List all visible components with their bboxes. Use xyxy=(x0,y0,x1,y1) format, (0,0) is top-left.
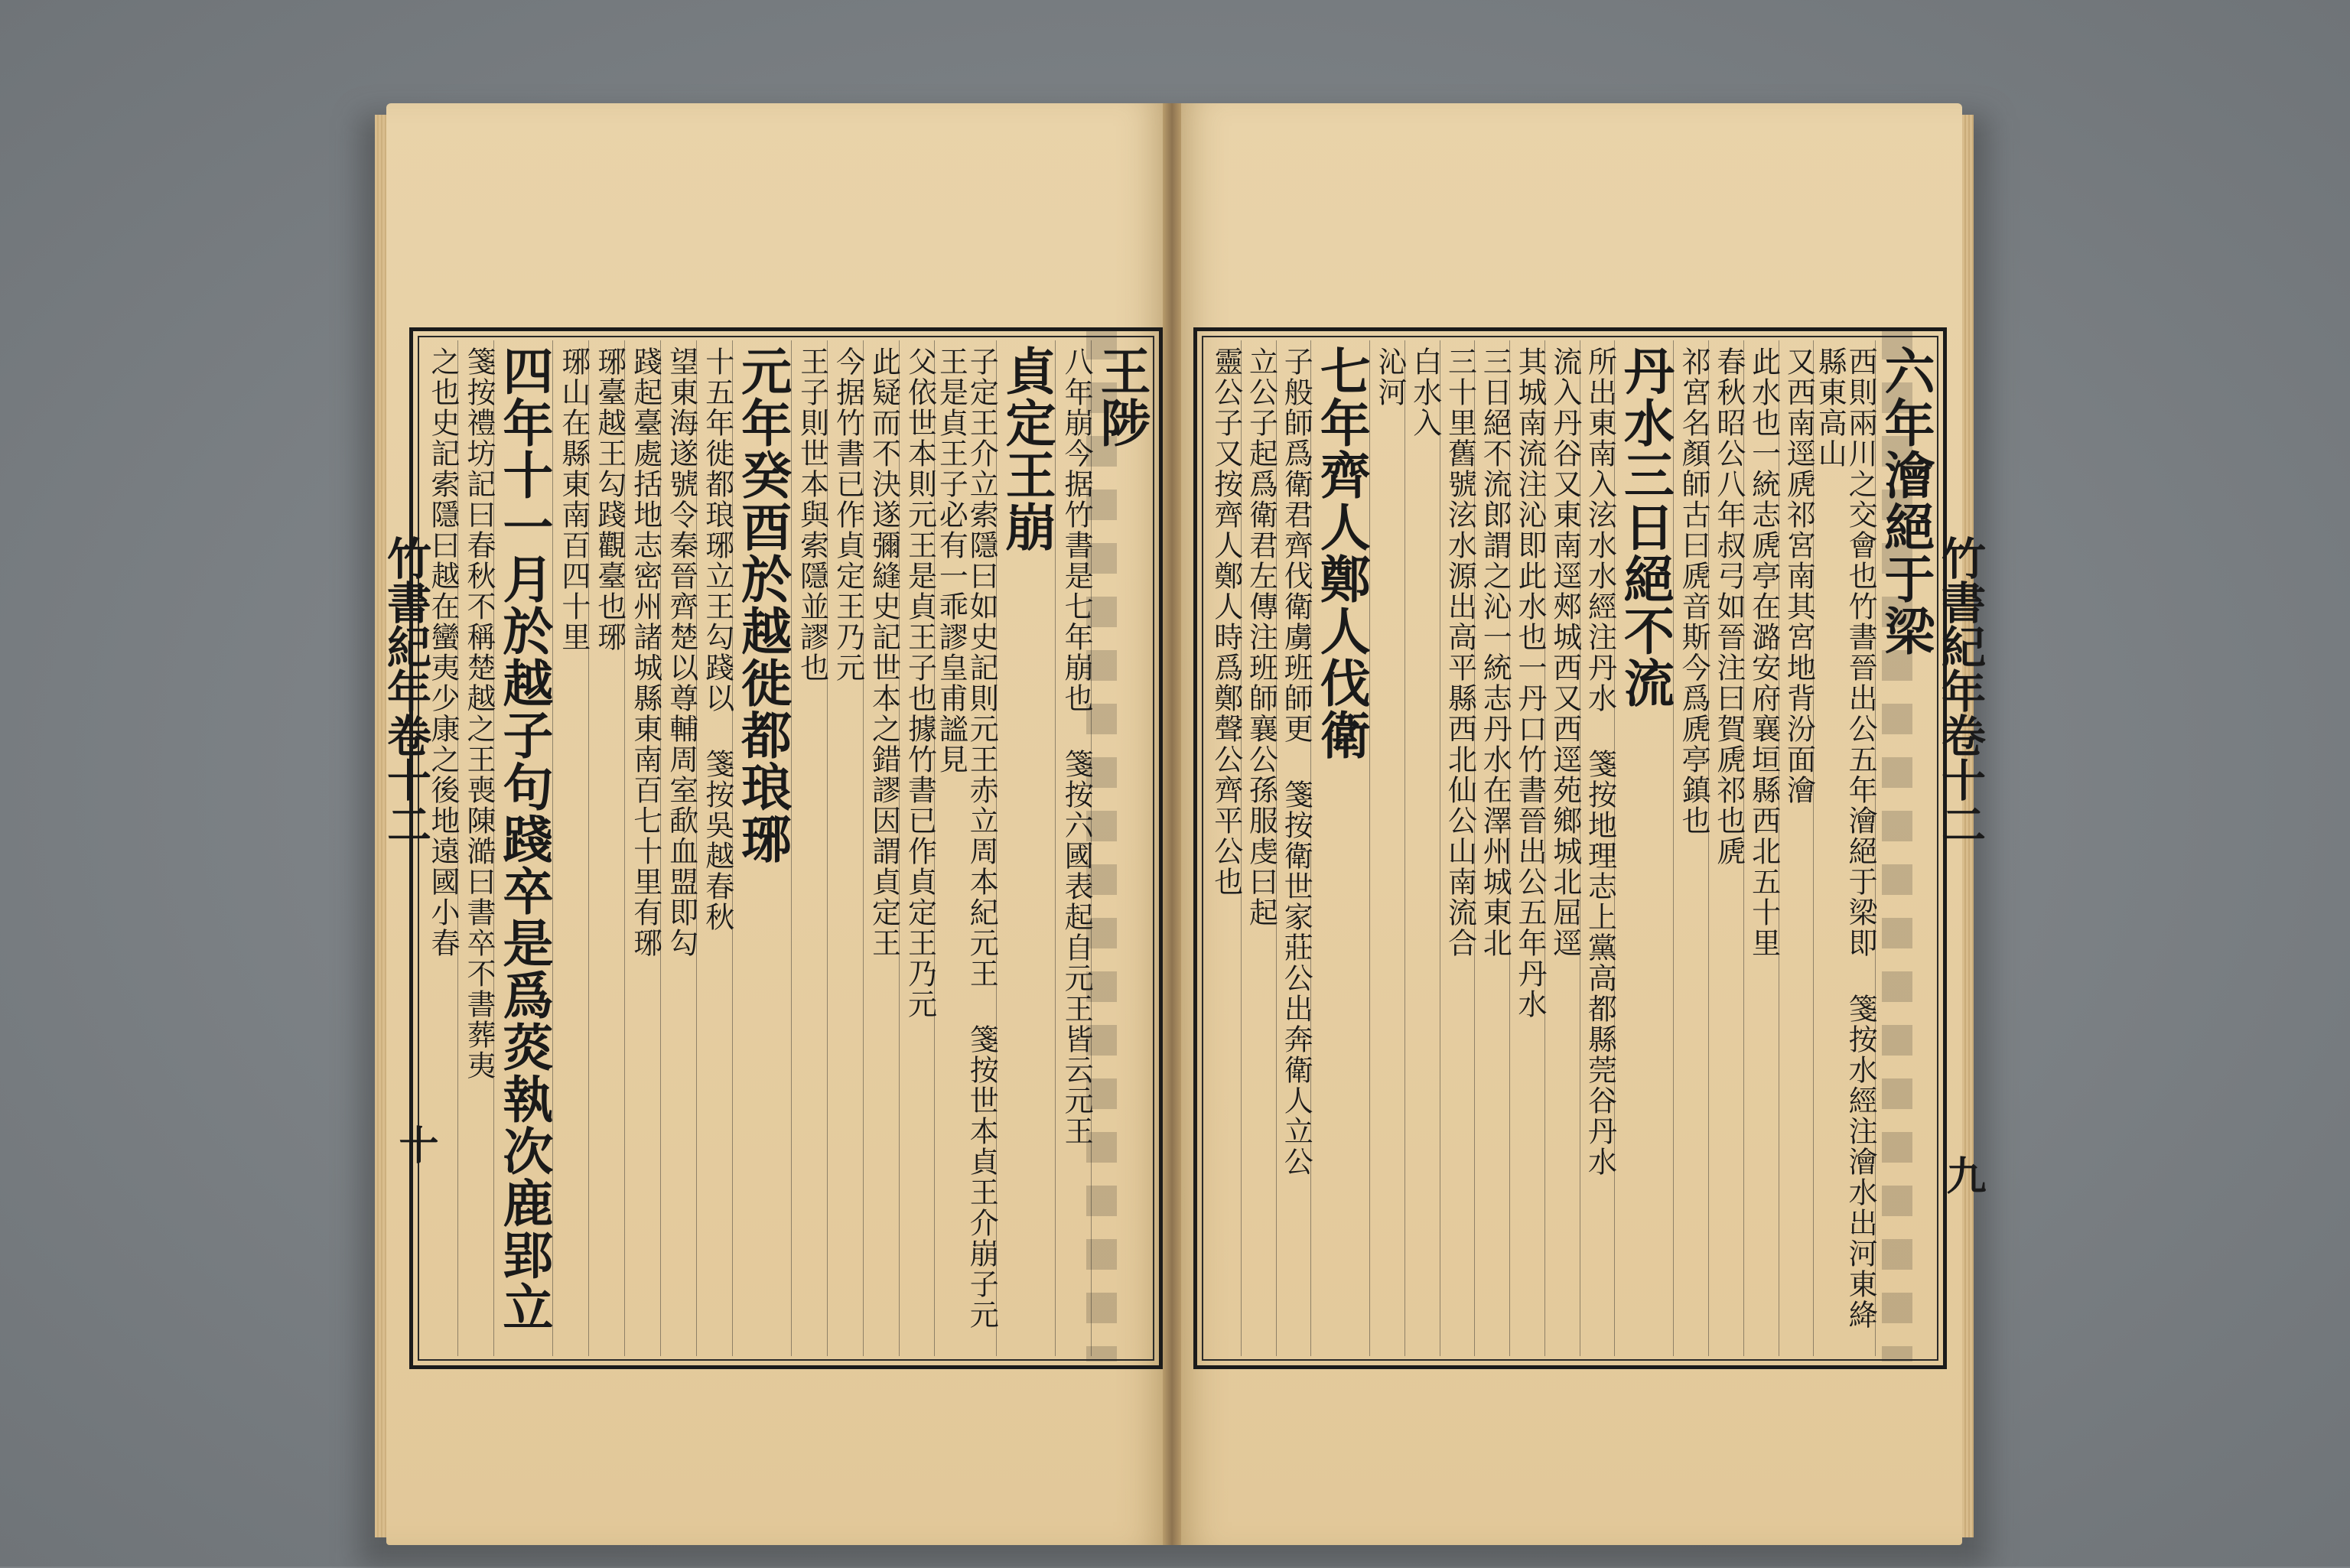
right-columns xyxy=(1206,340,1934,1356)
text-column: 琊臺越王勾踐觀臺也琊 xyxy=(588,340,624,1356)
text-column: 子般師爲衛君齊伐衛虜班師更 箋按衛世家莊公出奔衛人立公 xyxy=(1276,340,1311,1356)
text-column: 之也史記索隱曰越在蠻夷少康之後地遠國小春 xyxy=(426,346,460,958)
right-folio-number: 九 xyxy=(1939,1155,1986,1195)
text-column: 七年齊人鄭人伐衛 xyxy=(1310,340,1369,1356)
text-column: 子定王介立索隱曰如史記則元王赤立周本紀元王 箋按世本貞王介崩子元王是貞王子必有一乖謬皇甫謐見 xyxy=(934,340,996,1356)
book-gutter xyxy=(1163,103,1181,1545)
right-margin-title: 竹書紀年卷十二 xyxy=(1934,535,1986,846)
text-column: 王子則世本與索隱並謬也 xyxy=(791,340,827,1356)
text-column: 立公子起爲衛君左傳注班師襄公孫服虔曰起 xyxy=(1241,340,1276,1356)
text-column: 元年癸酉於越徙都琅琊 xyxy=(732,340,791,1356)
text-column: 又西南逕虒祁宮南其宮地背汾面澮 xyxy=(1779,340,1814,1356)
text-column: 此水也一統志虒亭在潞安府襄垣縣西北五十里 xyxy=(1743,340,1779,1356)
text-column: 三十里舊號泫水源出高平縣西北仙公山南流合 xyxy=(1440,340,1475,1356)
text-column: 王陟 xyxy=(1091,340,1150,1356)
text-column: 四年十一月於越子句踐卒是爲菼執次鹿郢立 xyxy=(493,340,552,1356)
text-column: 今据竹書已作貞定王乃元 xyxy=(827,340,863,1356)
text-column: 此疑而不決遂彌縫史記世本之錯謬因謂貞定王 xyxy=(863,340,899,1356)
text-column: 踐起臺處括地志密州諸城縣東南百七十里有琊 xyxy=(624,340,660,1356)
left-columns xyxy=(422,340,1150,1356)
text-column: 貞定王崩 xyxy=(996,340,1055,1356)
text-column: 十五年徙都琅琊立王勾踐以 箋按吳越春秋 xyxy=(696,340,732,1356)
text-column: 沁河 xyxy=(1369,340,1404,1356)
text-column: 西則兩川之交會也竹書晉出公五年澮絕于梁即 箋按水經注澮水出河東絳縣東高山 xyxy=(1813,340,1875,1356)
text-column: 琊山在縣東南百四十里 xyxy=(552,340,588,1356)
text-column: 三日絕不流郎謂之沁一統志丹水在澤州城東北 xyxy=(1474,340,1509,1356)
text-column: 所出東南入泫水水經注丹水 箋按地理志上黨高都縣莞谷丹水 xyxy=(1580,340,1615,1356)
text-column: 八年崩今据竹書是七年崩也 箋按六國表起自元王皆云元王 xyxy=(1055,340,1091,1356)
text-column: 春秋昭公八年叔弓如晉注曰賀虒祁也虒 xyxy=(1708,340,1743,1356)
right-text-frame xyxy=(1193,327,1947,1369)
text-column: 箋按禮坊記曰春秋不稱楚越之王喪陳澔曰書卒不書葬夷 xyxy=(457,340,493,1356)
text-column: 六年澮絕于梁 xyxy=(1875,340,1934,1356)
text-column: 丹水三日絕不流 xyxy=(1614,340,1673,1356)
text-column: 父依世本則元王是貞王子也據竹書已作貞定王乃元 xyxy=(899,340,935,1356)
text-column: 祁宮名顏師古曰虒音斯今爲虒亭鎮也 xyxy=(1673,340,1708,1356)
text-column: 靈公子又按齊人鄭人時爲鄭聲公齊平公也 xyxy=(1209,346,1243,897)
left-folio-number: 十 xyxy=(392,1124,438,1164)
text-column: 其城南流注沁即此水也一丹口竹書晉出公五年丹水 xyxy=(1509,340,1544,1356)
text-column: 望東海遂號令秦晉齊楚以尊輔周室歃血盟即勾 xyxy=(660,340,696,1356)
text-column: 流入丹谷又東南逕郟城西又西逕苑鄉城北屈逕 xyxy=(1544,340,1580,1356)
left-text-frame xyxy=(409,327,1163,1369)
left-margin-title: 竹書紀年卷十二 xyxy=(379,535,431,846)
text-column: 白水入 xyxy=(1404,340,1440,1356)
